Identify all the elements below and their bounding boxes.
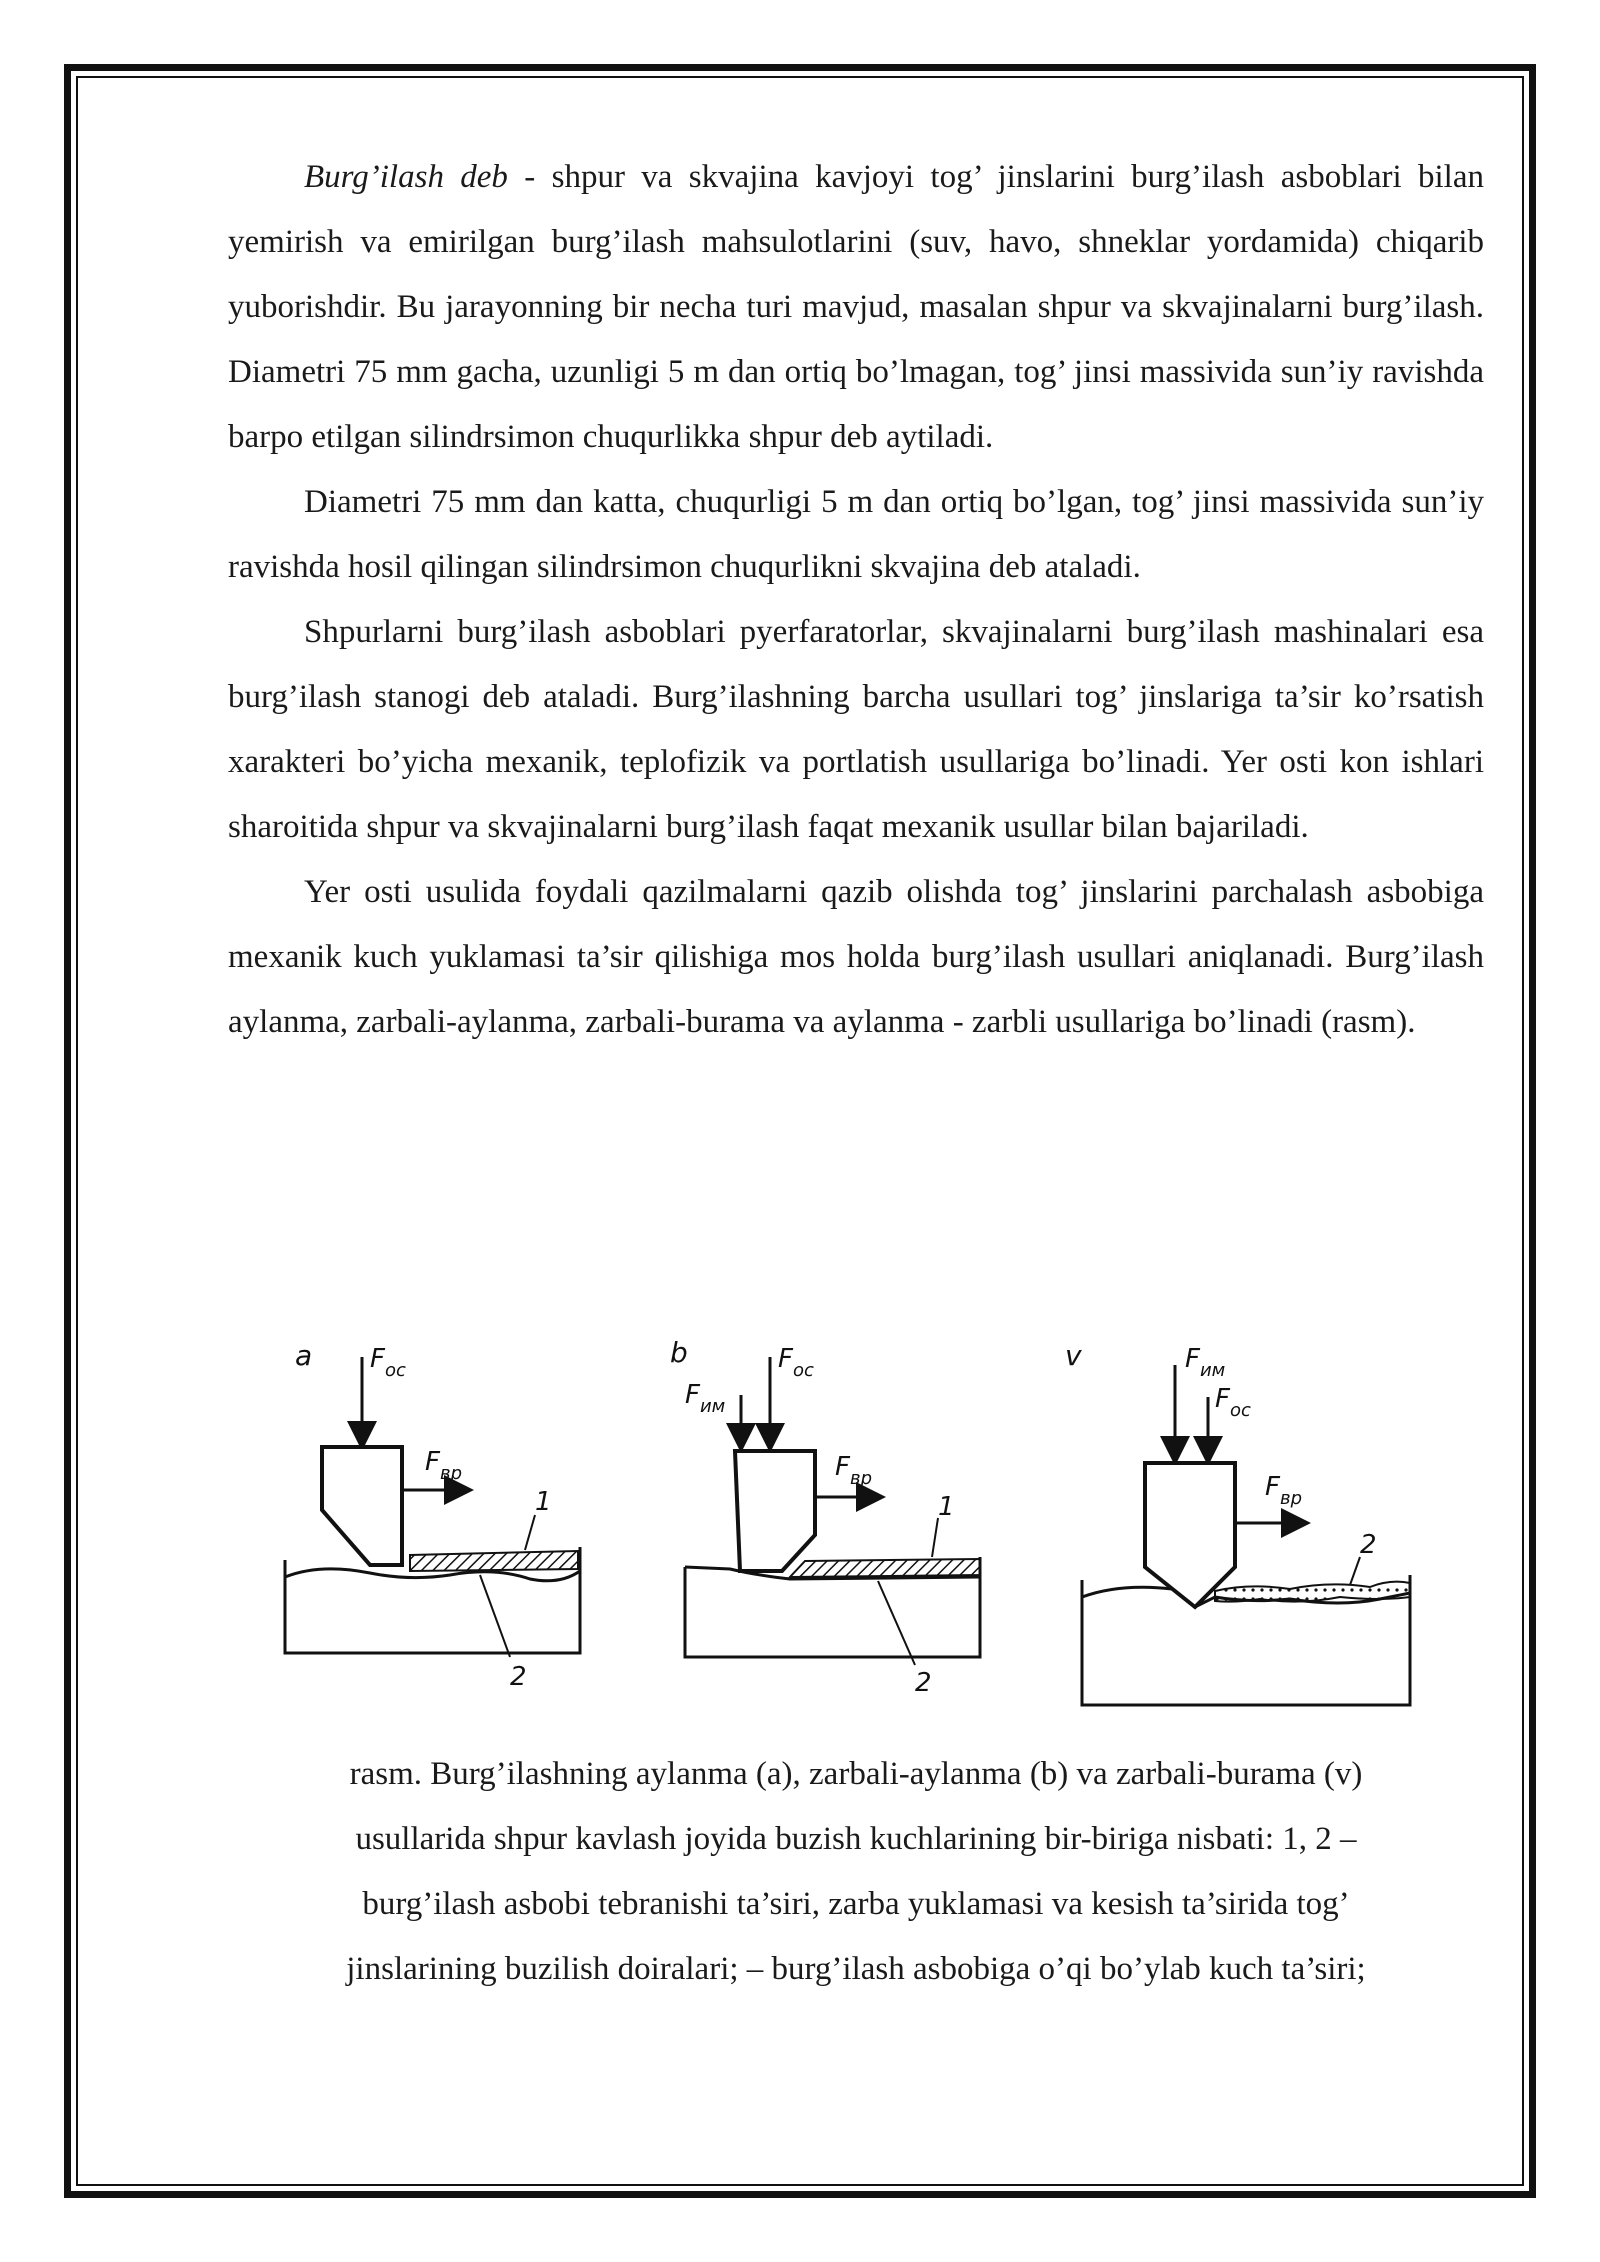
panel-a-label-1: 1 [535, 1487, 552, 1517]
panel-a-label-2: 2 [510, 1662, 527, 1692]
panel-v-cut-force: $F_{вр}$ [1265, 1472, 1303, 1509]
panel-b-label-2: 2 [915, 1668, 932, 1698]
panel-b-letter: b [670, 1336, 688, 1369]
paragraph-4: Yer osti usulida foydali qazilmalarni qazib olishda tog’ jinslarini parchalash asbobiga mexanik kuch yuklamasi ta’sir qilishiga mos holda burg’ilash usullari aniqlanadi. Burg’ilash aylanma, zarbali-aylanma, zarbali-burama va aylanma - zarbli usullariga bo’linadi (rasm). [228, 874, 1484, 1040]
panel-v-axial-force: $F_{ос}$ [1215, 1384, 1251, 1421]
panel-b [670, 1336, 980, 1698]
panel-b-axial-force: $F_{ос}$ [778, 1344, 814, 1381]
panel-b-zone-1 [790, 1559, 980, 1577]
panel-a-zone-1 [410, 1551, 578, 1571]
drilling-methods-figure [260, 1335, 1430, 1725]
panel-b-impact-force: $F_{им}$ [685, 1380, 726, 1417]
paragraph-1-text: - shpur va skvajina kavjoyi tog’ jinslarini burg’ilash asboblari bilan yemirish va emirilgan burg’ilash mahsulotlarini (suv, havo, shneklar yordamida) chiqarib yuborishdir. Bu jarayonning bir necha turi mavjud, masalan shpur va skvajinalarni burg’ilash. Diametri 75 mm gacha, uzunligi 5 m dan ortiq bo’lmagan, tog’ jinsi massivida sun’iy ravishda barpo etilgan silindrsimon chuqurlikka shpur deb aytiladi. [228, 159, 1484, 455]
figure-caption [228, 1742, 1484, 2002]
panel-a-leader-2 [480, 1575, 510, 1657]
panel-a-tool [322, 1447, 402, 1565]
panel-a-letter: a [295, 1339, 313, 1372]
panel-a [285, 1339, 580, 1692]
panel-v-leader-2 [1350, 1557, 1360, 1585]
panel-v [1065, 1339, 1410, 1705]
defined-term: Burg’ilash deb [304, 159, 508, 195]
caption-line-4: jinslarining buzilish doiralari; – burg’ilash asbobiga o’qi bo’ylab kuch ta’siri; [346, 1951, 1366, 1987]
caption-line-3: burg’ilash asbobi tebranishi ta’siri, zarba yuklamasi va kesish ta’sirida tog’ [362, 1886, 1350, 1922]
panel-b-cut-force: $F_{вр}$ [835, 1452, 873, 1489]
body-text [228, 145, 1484, 1055]
paragraph-1 [228, 145, 1484, 470]
panel-v-letter: v [1065, 1339, 1082, 1372]
panel-v-tool [1145, 1463, 1235, 1607]
caption-line-1: rasm. Burg’ilashning aylanma (a), zarbali-aylanma (b) va zarbali-burama (v) [349, 1756, 1363, 1792]
panel-b-label-1: 1 [938, 1492, 955, 1522]
panel-a-cut-force: $F_{вр}$ [425, 1447, 463, 1484]
panel-b-tool [735, 1451, 815, 1571]
caption-line-2: usullarida shpur kavlash joyida buzish kuchlarining bir-biriga nisbati: 1, 2 – [355, 1821, 1357, 1857]
paragraph-3: Shpurlarni burg’ilash asboblari pyerfaratorlar, skvajinalarni burg’ilash mashinalari esa burg’ilash stanogi deb ataladi. Burg’ilashning barcha usullari tog’ jinslariga ta’sir ko’rsatish xarakteri bo’yicha mexanik, teplofizik va portlatish usullariga bo’linadi. Yer osti kon ishlari sharoitida shpur va skvajinalarni burg’ilash faqat mexanik usullar bilan bajariladi. [228, 614, 1484, 845]
panel-b-leader-2 [878, 1581, 915, 1665]
panel-v-impact-force: $F_{им}$ [1185, 1344, 1226, 1381]
panel-b-leader-1 [932, 1518, 938, 1557]
figure-drawing [260, 1335, 1430, 1725]
panel-a-axial-force: $F_{ос}$ [370, 1344, 406, 1381]
paragraph-2: Diametri 75 mm dan katta, chuqurligi 5 m dan ortiq bo’lgan, tog’ jinsi massivida sun’iy ravishda hosil qilingan silindrsimon chuqurlikni skvajina deb ataladi. [228, 484, 1484, 585]
panel-v-label-2: 2 [1360, 1530, 1377, 1560]
panel-a-leader-1 [525, 1515, 535, 1550]
